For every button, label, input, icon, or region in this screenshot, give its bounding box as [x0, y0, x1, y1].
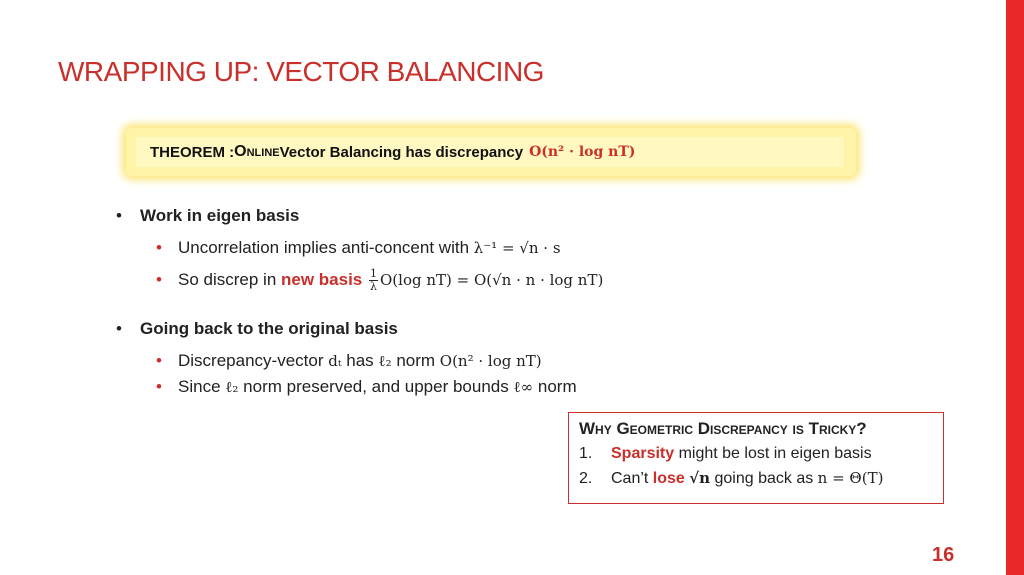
sub-bullet-marker: • [156, 351, 162, 370]
fraction-denominator: λ [370, 280, 377, 293]
theorem-text: Vector Balancing has discrepancy [279, 143, 524, 161]
sub-bullet-new-basis [156, 268, 603, 293]
tricky-box [568, 412, 944, 504]
item-text-b: going back as [710, 470, 818, 487]
bullet-text: Work in eigen basis [140, 206, 300, 225]
sub-bullet-text-c: norm [391, 351, 440, 370]
sub-bullet-marker: • [156, 377, 162, 396]
sub-bullet-math-b: ℓ∞ [513, 378, 534, 396]
lose-highlight: lose [652, 470, 685, 487]
bullet-marker: • [116, 206, 122, 225]
sub-bullet-math: O(log nT) = O(√n · n · log nT) [380, 270, 604, 289]
sub-bullet-since-preserved [156, 377, 577, 397]
page-number: 16 [932, 544, 955, 566]
theorem-math: O(n² · log nT) [529, 144, 636, 160]
sub-bullet-text-a: Since [178, 377, 226, 396]
sub-bullet-math-a: ℓ₂ [225, 378, 239, 396]
sub-bullet-text: So discrep in [178, 269, 281, 289]
item-text: might be lost in eigen basis [674, 445, 872, 462]
sub-bullet-text: Uncorrelation implies anti-concent with [178, 238, 474, 257]
sub-bullet-text-a: Discrepancy-vector [178, 351, 329, 370]
accent-bar [1006, 0, 1024, 575]
item-number: 2. [579, 470, 593, 487]
theorem-online: Online [234, 143, 280, 160]
item-text-a: Can’t [611, 470, 653, 487]
item-number: 1. [579, 445, 593, 462]
bullet-original-basis [116, 319, 398, 339]
sub-bullet-marker: • [156, 238, 162, 257]
sub-bullet-discrepancy-vector [156, 351, 542, 371]
tricky-heading: Why Geometric Discrepancy is Tricky? [579, 419, 867, 438]
sub-bullet-marker: • [156, 269, 162, 289]
theorem-box [136, 137, 844, 167]
sub-bullet-text-c: norm [533, 377, 577, 396]
bullet-eigen-basis [116, 206, 299, 226]
sub-bullet-uncorrelation [156, 238, 561, 258]
tricky-item-1 [579, 445, 933, 463]
slide-title: WRAPPING UP: VECTOR BALANCING [58, 56, 544, 87]
item-math-b: n = Θ(T) [817, 469, 884, 487]
sub-bullet-math-a: dₜ [328, 352, 342, 370]
fraction [369, 268, 378, 293]
sub-bullet-math-c: O(n² · log nT) [439, 352, 542, 370]
sub-bullet-math-b: ℓ₂ [378, 352, 392, 370]
sub-bullet-math: λ⁻¹ = √n · s [473, 239, 561, 257]
sparsity-highlight: Sparsity [611, 445, 675, 462]
bullet-text: Going back to the original basis [140, 319, 398, 338]
bullet-marker: • [116, 319, 122, 338]
fraction-numerator: 1 [370, 267, 377, 280]
sub-bullet-text-b: norm preserved, and upper bounds [238, 377, 514, 396]
item-math-a: √n [689, 469, 711, 487]
sub-bullet-text-b: has [341, 351, 379, 370]
tricky-item-2 [579, 469, 933, 488]
new-basis-highlight: new basis [281, 269, 363, 289]
theorem-label: THEOREM : [150, 143, 235, 161]
